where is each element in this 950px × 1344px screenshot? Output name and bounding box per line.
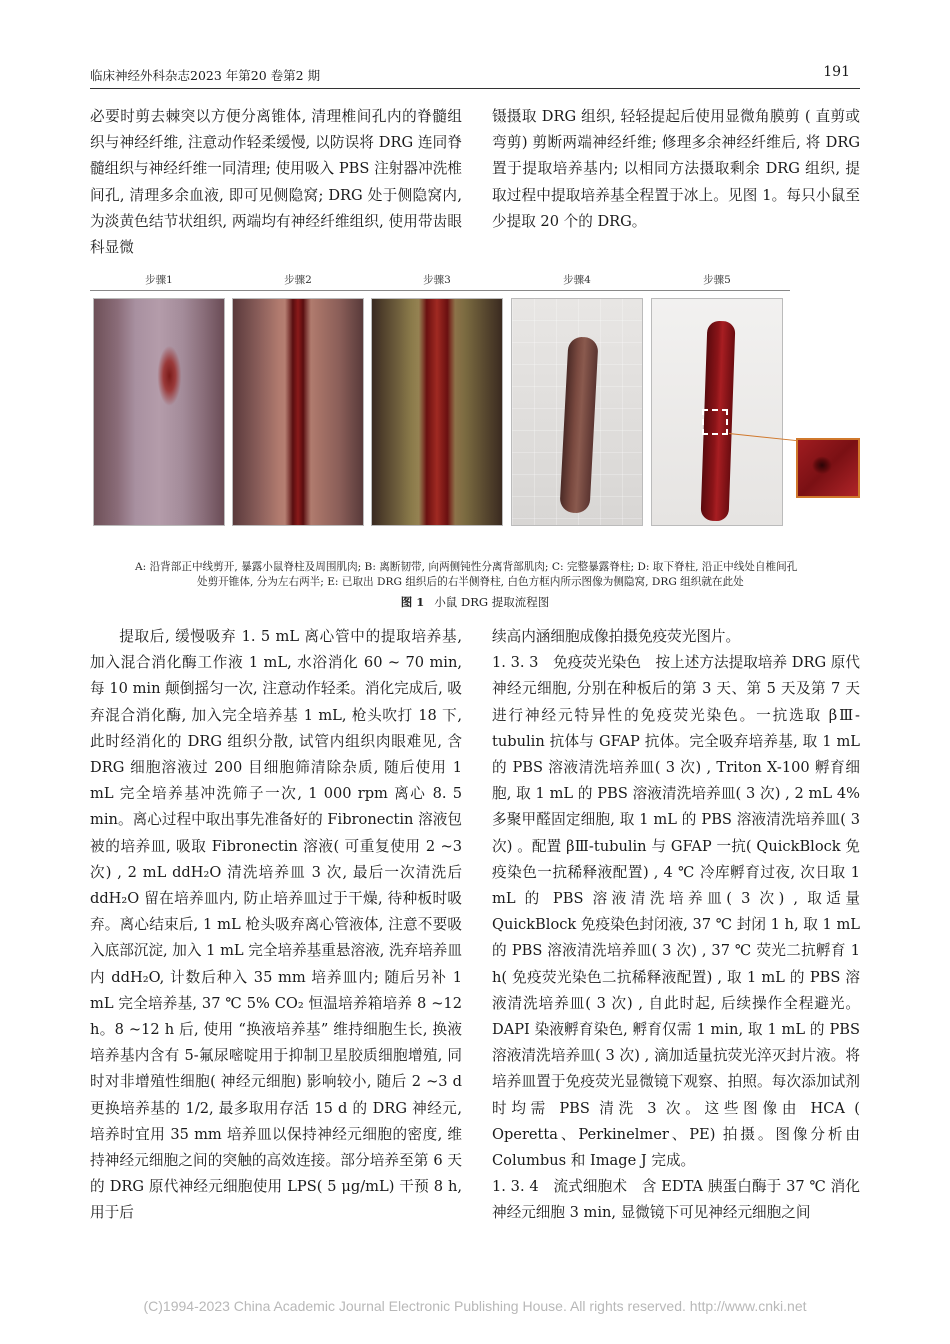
paragraph-drg-extraction: 镊摄取 DRG 组织, 轻轻提起后使用显微角膜剪 ( 直剪或弯剪) 剪断两端神经纤维; 修理多余神经纤维后, 将 DRG 置于提取培养基内; 以相同方法摄取剩余 DRG 组织, 提取过程中提取培养基全程置于冰上。见图 1。每只小鼠至少提取 20 个的 DRG。: [492, 108, 860, 230]
paragraph-dissection: 必要时剪去棘突以方便分离锥体, 清理椎间孔内的脊髓组织与神经纤维, 注意动作轻柔缓慢, 以防误将 DRG 连同脊髓组织与神经纤维一同清理; 使用吸入 PBS 注射器冲洗椎间孔, 清理多余血液, 即可见侧隐窝; DRG 处于侧隐窝内, 为淡黄色结节状组织, 两端均有神经纤维组织, 使用带齿眼科显微: [90, 108, 462, 257]
right-column: [492, 624, 860, 1227]
photo-step-5: [651, 298, 783, 526]
photo-step-2: [232, 298, 364, 526]
figure-title: [90, 594, 860, 610]
photo-step-1: [93, 298, 225, 526]
figure-title-text: 小鼠 DRG 提取流程图: [434, 595, 550, 609]
figure-number: 图 1: [400, 595, 425, 609]
page-number: 191: [823, 64, 850, 80]
paragraph-digestion: 提取后, 缓慢吸弃 1. 5 mL 离心管中的提取培养基, 加入混合消化酶工作液 1 mL, 水浴消化 60 ~ 70 min, 每 10 min 颠倒摇匀一次, 注意动作轻柔。消化完成后, 吸弃混合消化酶, 加入完全培养基 1 mL, 枪头吹打 18 下, 此时经消化的 DRG 组织分散, 试管内组织肉眼难见, 含 DRG 细胞溶液过 200 目细胞筛清除杂质, 随后使用 1 mL 完全培养基冲洗筛子一次, 1 000 rpm 离心 8. 5 min。离心过程中取出事先准备好的 Fibronectin 溶液包被的培养皿, 吸取 Fibronectin 溶液( 可重复使用 2 ~3 次) , 2 mL ddH₂O 清洗培养皿 3 次, 最后一次清洗后 ddH₂O 留在培养皿内, 防止培养皿过于干燥, 待种板时吸弃。离心结束后, 1 mL 枪头吸弃离心管液体, 注意不要吸入底部沉淀, 加入 1 mL 完全培养基重悬溶液, 洗弃培养皿内 ddH₂O, 计数后种入 35 mm 培养皿内; 随后另补 1 mL 完全培养基, 37 ℃ 5% CO₂ 恒温培养箱培养 8 ~12 h。8 ~12 h 后, 使用 “换液培养基” 维持细胞生长, 换液培养基内含有 5-氟尿嘧啶用于抑制卫星胶质细胞增殖, 同时对非增殖性细胞( 神经元细胞) 影响较小, 随后 2 ~3 d 更换培养基的 1/2, 最多取用存活 15 d 的 DRG 神经元, 培养时宜用 35 mm 培养皿以保持神经元细胞的密度, 维持神经元细胞之间的突触的高效连接。部分培养至第 6 天的 DRG 原代神经元细胞使用 LPS( 5 μg/mL) 干预 8 h, 用于后: [90, 628, 463, 1222]
figure-rule: [90, 290, 790, 291]
step-labels: [90, 272, 790, 290]
step-label-3: 步骤3: [423, 274, 451, 286]
step-label-4: 步骤4: [563, 274, 591, 286]
page-header: [90, 64, 850, 84]
photo-step-4: [511, 298, 643, 526]
step-label-2: 步骤2: [284, 274, 312, 286]
paragraph-flow-cytometry: 1. 3. 4 流式细胞术 含 EDTA 胰蛋白酶于 37 ℃ 消化神经元细胞 3 min, 显微镜下可见神经元细胞之间: [492, 1178, 860, 1222]
header-rule: [90, 88, 860, 89]
figure-1: [90, 268, 860, 613]
lateral-recess-box: [702, 409, 728, 435]
left-column-top: [90, 104, 462, 261]
journal-title: 临床神经外科杂志2023 年第20 卷第2 期: [90, 68, 321, 83]
right-column-top: [492, 104, 860, 235]
step-label-5: 步骤5: [703, 274, 731, 286]
caption-line-1: A: 沿背部正中线剪开, 暴露小鼠脊柱及周围肌肉; B: 离断韧带, 向两侧钝性分离背部肌肉; C: 完整暴露脊柱; D: 取下脊柱, 沿正中线处自椎间孔: [135, 561, 798, 573]
paragraph-continued: 续高内涵细胞成像拍摄免疫荧光图片。: [492, 628, 741, 645]
spine-half: [559, 336, 598, 513]
caption-line-2: 处剪开锥体, 分为左右两半; E: 已取出 DRG 组织后的右半侧脊柱, 白色方框内所示图像为侧隐窝, DRG 组织就在此处: [197, 576, 744, 588]
step-label-1: 步骤1: [145, 274, 173, 286]
left-column: [90, 624, 462, 1227]
paragraph-immunofluorescence: 1. 3. 3 免疫荧光染色 按上述方法提取培养 DRG 原代神经元细胞, 分别在种板后的第 3 天、第 5 天及第 7 天进行神经元特异性的免疫荧光染色。一抗选取 βⅢ-tubulin 抗体与 GFAP 抗体。完全吸弃培养基, 取 1 mL 的 PBS 溶液清洗培养皿( 3 次) , Triton X-100 孵育细胞, 取 1 mL 的 PBS 溶液清洗培养皿( 3 次) , 2 mL 4% 多聚甲醛固定细胞, 取 1 mL 的 PBS 溶液清洗培养皿( 3 次) 。配置 βⅢ-tubulin 与 GFAP 一抗( QuickBlock 免疫染色一抗稀释液配置) , 4 ℃ 冷库孵育过夜, 次日取 1 mL 的 PBS 溶液清洗培养皿( 3 次) , 取适量 QuickBlock 免疫染色封闭液, 37 ℃ 封闭 1 h, 取 1 mL 的 PBS 溶液清洗培养皿( 3 次) , 37 ℃ 荧光二抗孵育 1 h( 免疫荧光染色二抗稀释液配置) , 取 1 mL 的 PBS 溶液清洗培养皿( 3 次) , 自此时起, 后续操作全程避光。DAPI 染液孵育染色, 孵育仅需 1 min, 取 1 mL 的 PBS 溶液清洗培养皿( 3 次) , 滴加适量抗荧光淬灭封片液。将培养皿置于免疫荧光显微镜下观察、拍照。每次添加试剂时均需 PBS 清洗 3 次。这些图像由 HCA ( Operetta、Perkinelmer、PE) 拍摄。图像分析由 Columbus 和 Image J 完成。: [492, 654, 860, 1170]
figure-caption: [135, 560, 835, 590]
copyright-footer: (C)1994-2023 China Academic Journal Electronic Publishing House. All rights reserved. http://www.cnki.net: [143, 1298, 807, 1314]
photo-step-3: [371, 298, 503, 526]
inset-lateral-recess: [796, 438, 860, 498]
